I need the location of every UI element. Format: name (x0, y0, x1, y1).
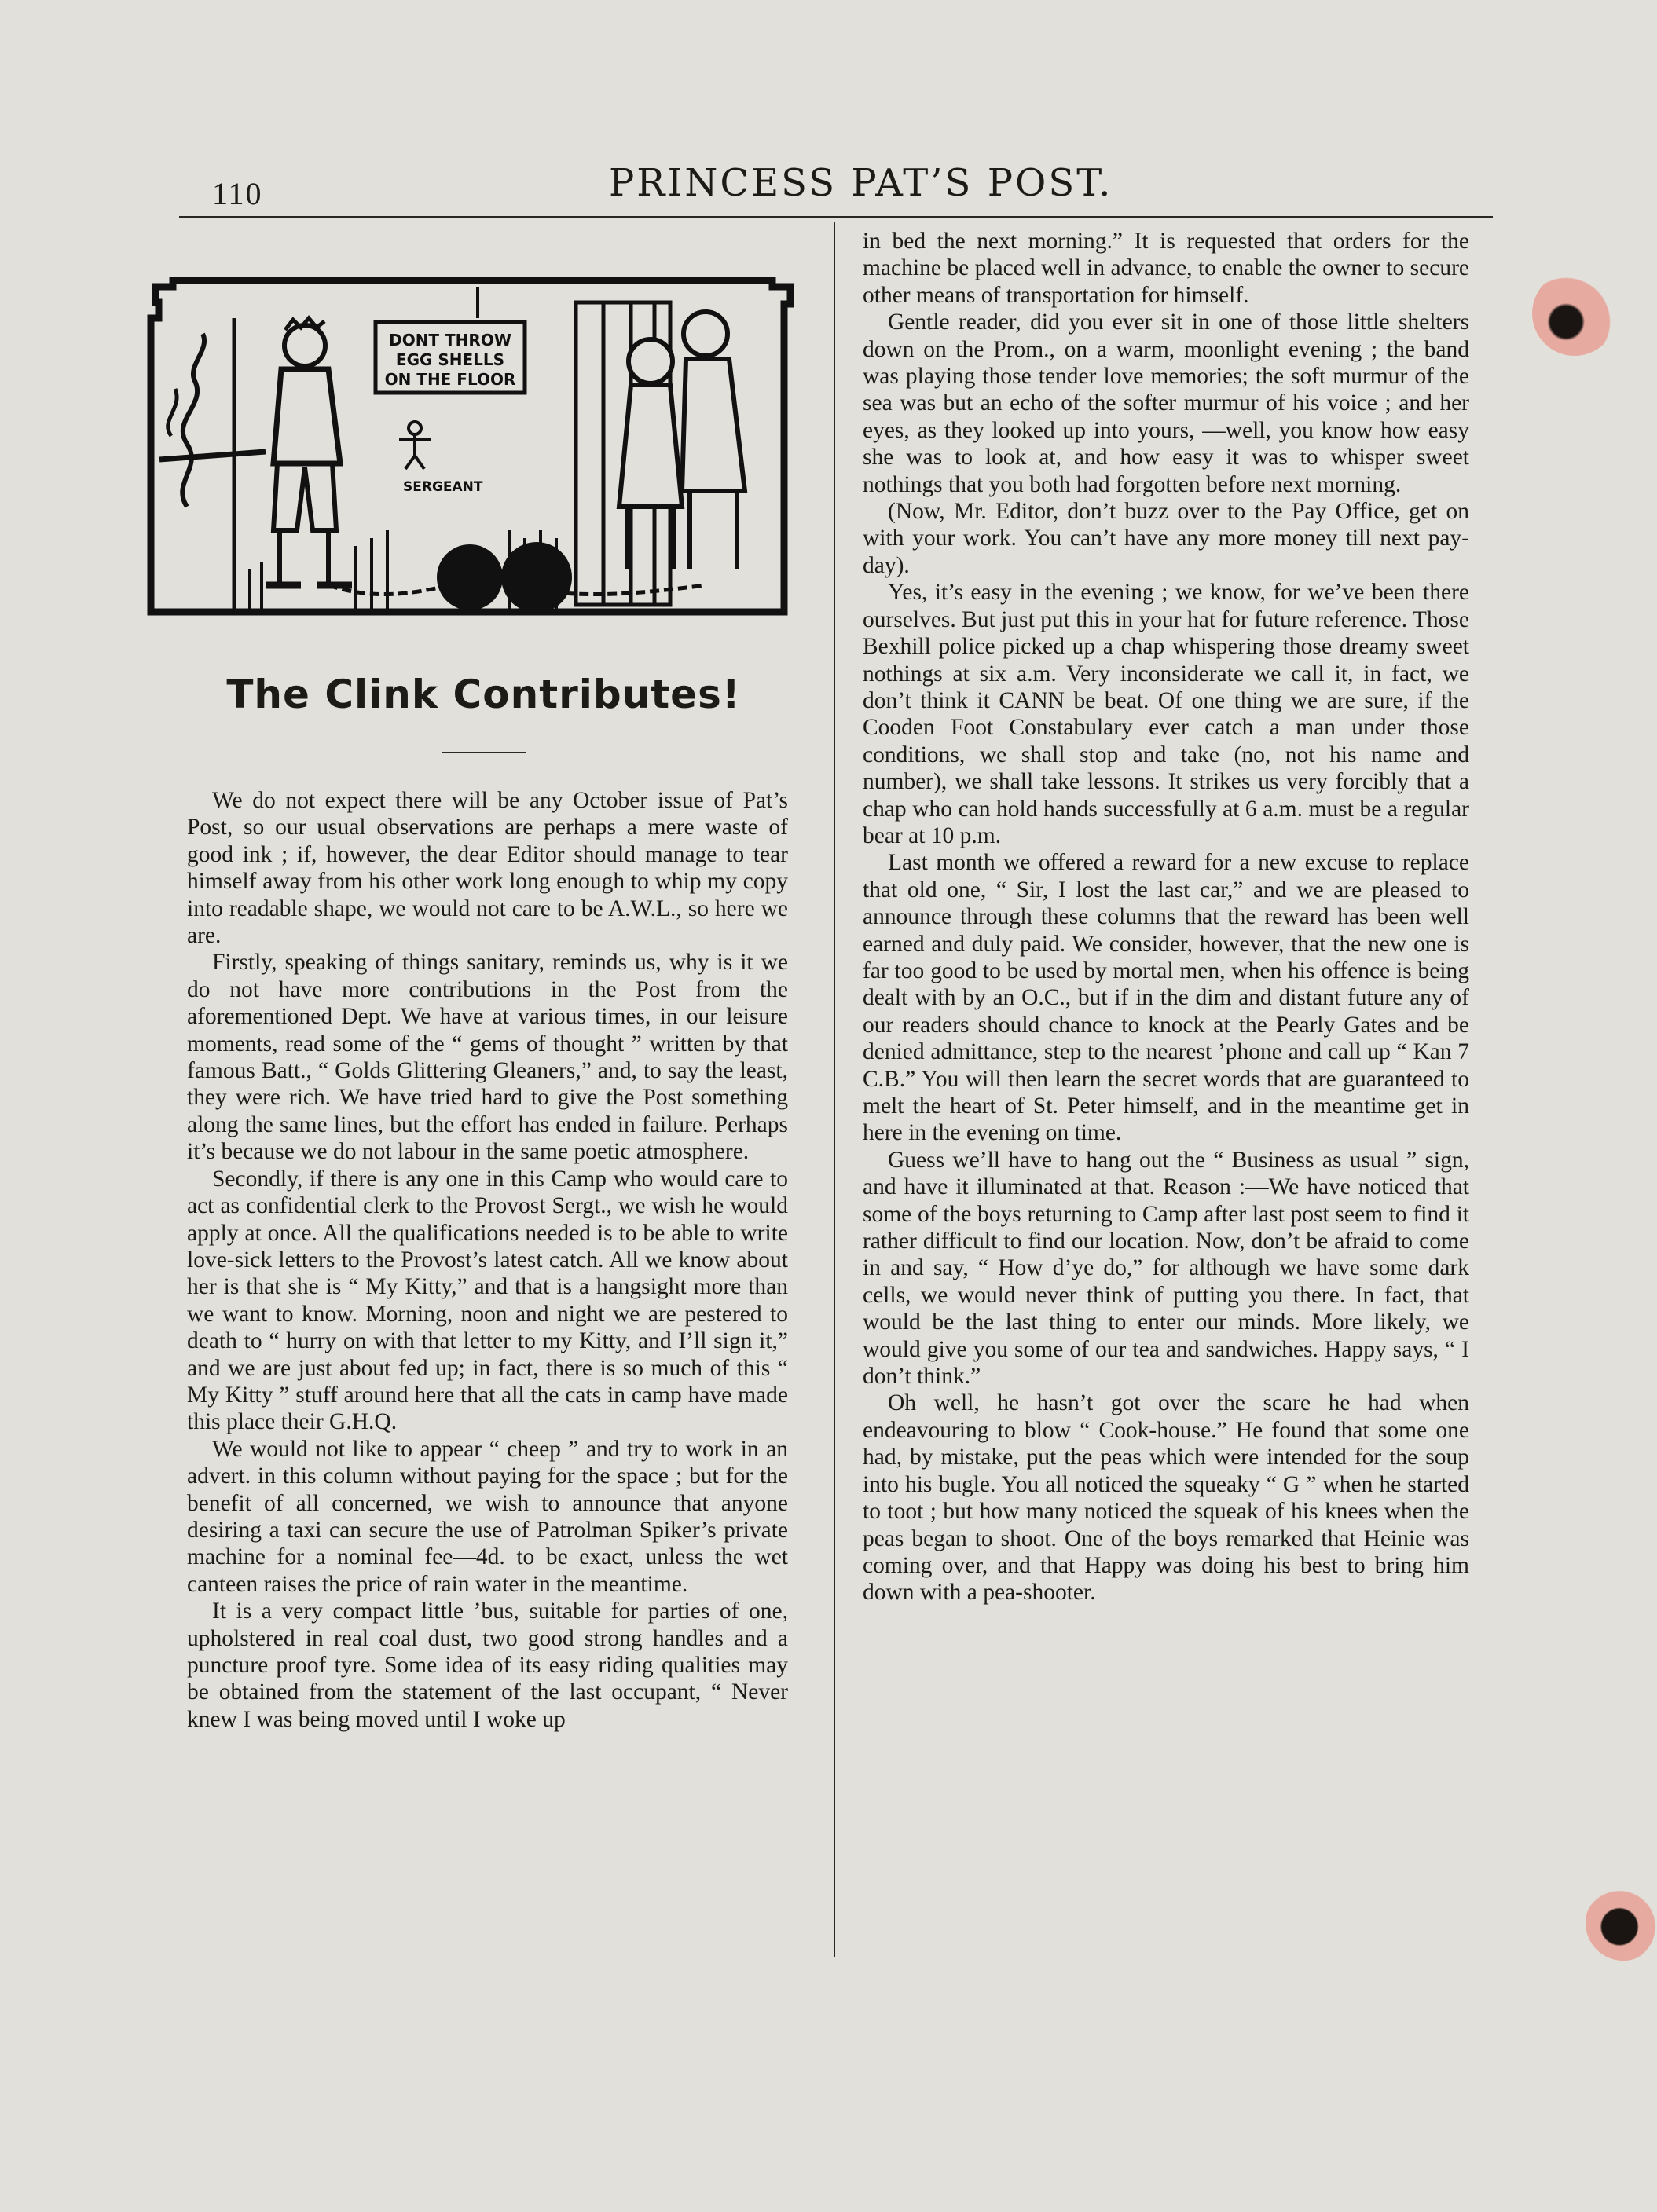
paragraph: We do not expect there will be any October issue of Pat’s Post, so our usual observations are perhaps a mere waste of good ink ; if, however, the dear Editor should manage to tear himself away from his other work long enough to whip my copy into readable shape, we would not care to be A.W.L., so here we are. (187, 788, 788, 949)
paragraph: It is a very compact little ’bus, suitable for parties of one, upholstered in real coal dust, two good strong handles and a puncture proof tyre. Some idea of its easy riding qualities may be obtained from the statement of the last occupant, “ Never knew I was being moved until I woke up (187, 1599, 788, 1732)
punch-hole (1532, 271, 1617, 356)
right-column (863, 228, 1469, 1606)
punch-hole (1586, 1885, 1657, 1961)
left-column (187, 787, 788, 1733)
sign-line-3: ON THE FLOOR (384, 370, 516, 389)
paragraph: Secondly, if there is any one in this Camp who would care to act as confidential clerk to the Provost Sergt., we wish he would apply at once. All the qualifications needed is to be able to write love-sick letters to the Provost’s latest catch. All we know about her is that she is “ My Kitty,” and that is a hangsight more than we want to know. Morning, noon and night we are pestered to death to “ hurry on with that letter to my Kitty, and I’ll sign it,” and we are just about fed up; in fact, there is so much of this “ My Kitty ” stuff around here that all the cats in camp have made this place their G.H.Q. (187, 1166, 788, 1435)
header-rule (179, 216, 1493, 218)
paragraph: Oh well, he hasn’t got over the scare he had when endeavouring to blow “ Cook-house.” He found that some one had, by mistake, put the peas which were intended for the soup into his bugle. You all noticed the squeaky “ G ” when he started to toot ; but how many noticed the squeak of his knees when the peas began to shoot. One of the boys remarked that Heinie was coming over, and that Happy was doing his best to bring him down with a pea-shooter. (863, 1390, 1469, 1606)
title-rule (442, 752, 526, 753)
page-number: 110 (212, 176, 263, 211)
running-title: PRINCESS PAT’S POST. (609, 161, 1113, 205)
sign-line-2: EGG SHELLS (395, 350, 505, 369)
article-title: The Clink Contributes! (226, 672, 741, 717)
paragraph-continuation: in bed the next morning.” It is requested that orders for the machine be placed well in advance, to enable the owner to secure other means of transportation for himself. (863, 229, 1469, 308)
paragraph: Last month we offered a reward for a new excuse to replace that old one, “ Sir, I lost the last car,” and we are pleased to announce through these columns that the reward has been well earned and duly paid. We consider, however, that the new one is far too good to be used by mortal men, when his offence is being dealt with by an O.C., but if in the dim and distant future any of our readers should chance to knock at the Pearly Gates and be denied admittance, step to the nearest ’phone and call up “ Kan 7 C.B.” You will then learn the secret words that are guaranteed to melt the heart of St. Peter himself, and in the meantime get in here in the evening on time. (863, 850, 1469, 1146)
page-header (177, 161, 1493, 216)
sign-line-1: DONT THROW (389, 331, 511, 350)
paragraph: Yes, it’s easy in the evening ; we know, for we’ve been there ourselves. But just put this in your hat for future reference. Those Bexhill police picked up a chap whispering those dreamy sweet nothings at six a.m. Very inconsiderate we call it, in fact, we don’t think it CANN be beat. Of one thing we are sure, if the Cooden Foot Constabulary ever catch a man under those conditions, we shall stop and take (no, not his name and number), we shall take lessons. It strikes us very forcibly that a chap who can hold hands successfully at 6 a.m. must be a regular bear at 10 p.m. (863, 580, 1469, 848)
paragraph: Firstly, speaking of things sanitary, reminds us, why is it we do not have more contributions in the Post from the aforementioned Dept. We have at various times, in our leisure moments, read some of the “ gems of thought ” written by that famous Batt., “ Golds Glittering Gleaners,” and, to say the least, they were rich. We have tried hard to give the Post something along the same lines, but the effort has ended in failure. Perhaps it’s because we do not labour in the same poetic atmosphere. (187, 950, 788, 1165)
paragraph: We would not like to appear “ cheep ” and try to work in an advert. in this column without paying for the space ; but for the benefit of all concerned, we wish to announce that anyone desiring a taxi can secure the use of Patrolman Spiker’s private machine for a nominal fee—4d. to be exact, unless the wet canteen raises the price of rain water in the meantime. (187, 1436, 788, 1597)
paragraph: (Now, Mr. Editor, don’t buzz over to the Pay Office, get on with your work. You can’t have any more money till next pay-day). (863, 499, 1469, 578)
paragraph: Gentle reader, did you ever sit in one of those little shelters down on the Prom., on a warm, moonlight evening ; the band was playing those tender love memories; the soft murmur of the sea was but an echo of the softer murmur of his voice ; and her eyes, as they looked up into yours, —well, you know how easy she was to look at, and how easy it was to whisper sweet nothings that you both had forgotten before next morning. (863, 309, 1469, 497)
paragraph: Guess we’ll have to hang out the “ Business as usual ” sign, and have it illuminated at that. Reason :—We have noticed that some of the boys returning to Camp after last post seem to find it rather difficult to find our location. Now, don’t be afraid to come in and say, “ How d’ye do,” for although we have some dark cells, we would never think of putting you there. In fact, that would be the last thing to enter our minds. More likely, we would give you some of our tea and sandwiches. Happy says, “ I don’t think.” (863, 1147, 1469, 1390)
column-rule (834, 222, 835, 1957)
sergeant-label: SERGEANT (403, 479, 483, 495)
cartoon-illustration (140, 271, 809, 621)
